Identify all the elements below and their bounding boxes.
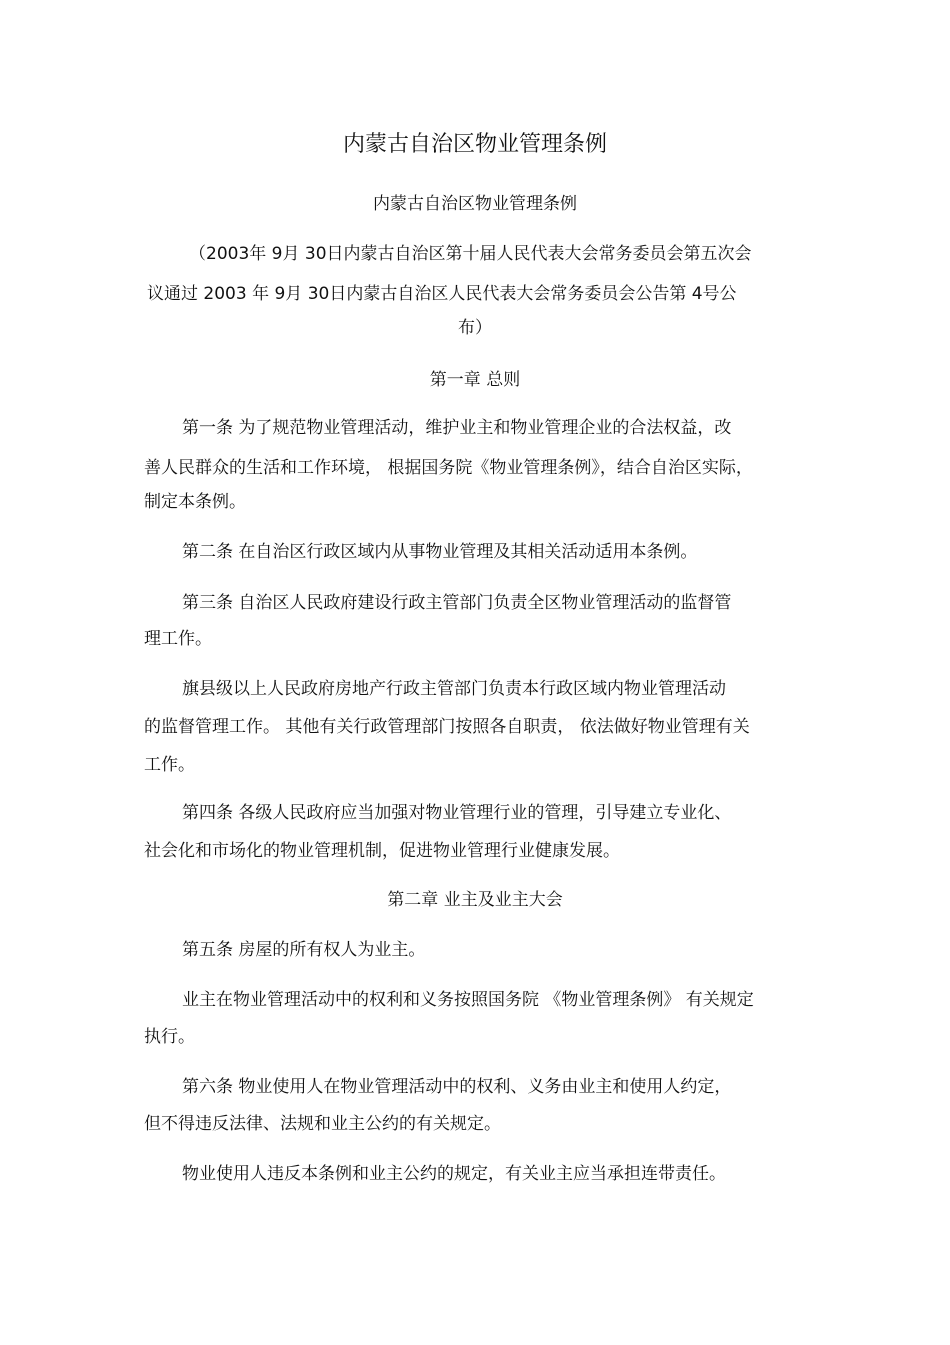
- article-3-para-2-line-2: 的监督管理工作。 其他有关行政管理部门按照各自职责， 依法做好物业管理有关: [144, 717, 750, 737]
- article-3-para-2-line-1: 旗县级以上人民政府房地产行政主管部门负责本行政区域内物业管理活动: [182, 679, 726, 699]
- document-subtitle: 内蒙古自治区物业管理条例: [373, 194, 577, 214]
- article-5-para-2-line-2: 执行。: [144, 1027, 195, 1047]
- adoption-note-line-2: 议通过 2003 年 9月 30日内蒙古自治区人民代表大会常务委员会公告第 4号公: [147, 284, 737, 304]
- adoption-note-line-1: （2003年 9月 30日内蒙古自治区第十届人民代表大会常务委员会第五次会: [189, 244, 752, 264]
- article-3-line-1: 第三条 自治区人民政府建设行政主管部门负责全区物业管理活动的监督管: [182, 593, 732, 613]
- article-6-line-2: 但不得违反法律、法规和业主公约的有关规定。: [144, 1114, 501, 1134]
- chapter-heading-2: 第二章 业主及业主大会: [387, 890, 563, 910]
- article-1-line-3: 制定本条例。: [144, 492, 246, 512]
- article-4-line-2: 社会化和市场化的物业管理机制，促进物业管理行业健康发展。: [144, 841, 620, 861]
- chapter-heading-1: 第一章 总则: [429, 370, 521, 390]
- article-5-para-2-line-1: 业主在物业管理活动中的权利和义务按照国务院 《物业管理条例》 有关规定: [182, 990, 754, 1010]
- article-6-para-2: 物业使用人违反本条例和业主公约的规定，有关业主应当承担连带责任。: [182, 1164, 726, 1184]
- document-title: 内蒙古自治区物业管理条例: [342, 132, 607, 157]
- article-3-line-2: 理工作。: [144, 629, 212, 649]
- article-1-line-1: 第一条 为了规范物业管理活动，维护业主和物业管理企业的合法权益，改: [182, 418, 732, 438]
- adoption-note-line-3: 布）: [458, 318, 492, 338]
- article-3-para-2-line-3: 工作。: [144, 755, 195, 775]
- article-6-line-1: 第六条 物业使用人在物业管理活动中的权利、义务由业主和使用人约定，: [182, 1077, 732, 1097]
- article-5: 第五条 房屋的所有权人为业主。: [182, 940, 426, 960]
- article-2: 第二条 在自治区行政区域内从事物业管理及其相关活动适用本条例。: [182, 542, 698, 562]
- article-4-line-1: 第四条 各级人民政府应当加强对物业管理行业的管理，引导建立专业化、: [182, 803, 732, 823]
- article-1-line-2: 善人民群众的生活和工作环境， 根据国务院《物业管理条例》，结合自治区实际，: [144, 458, 753, 478]
